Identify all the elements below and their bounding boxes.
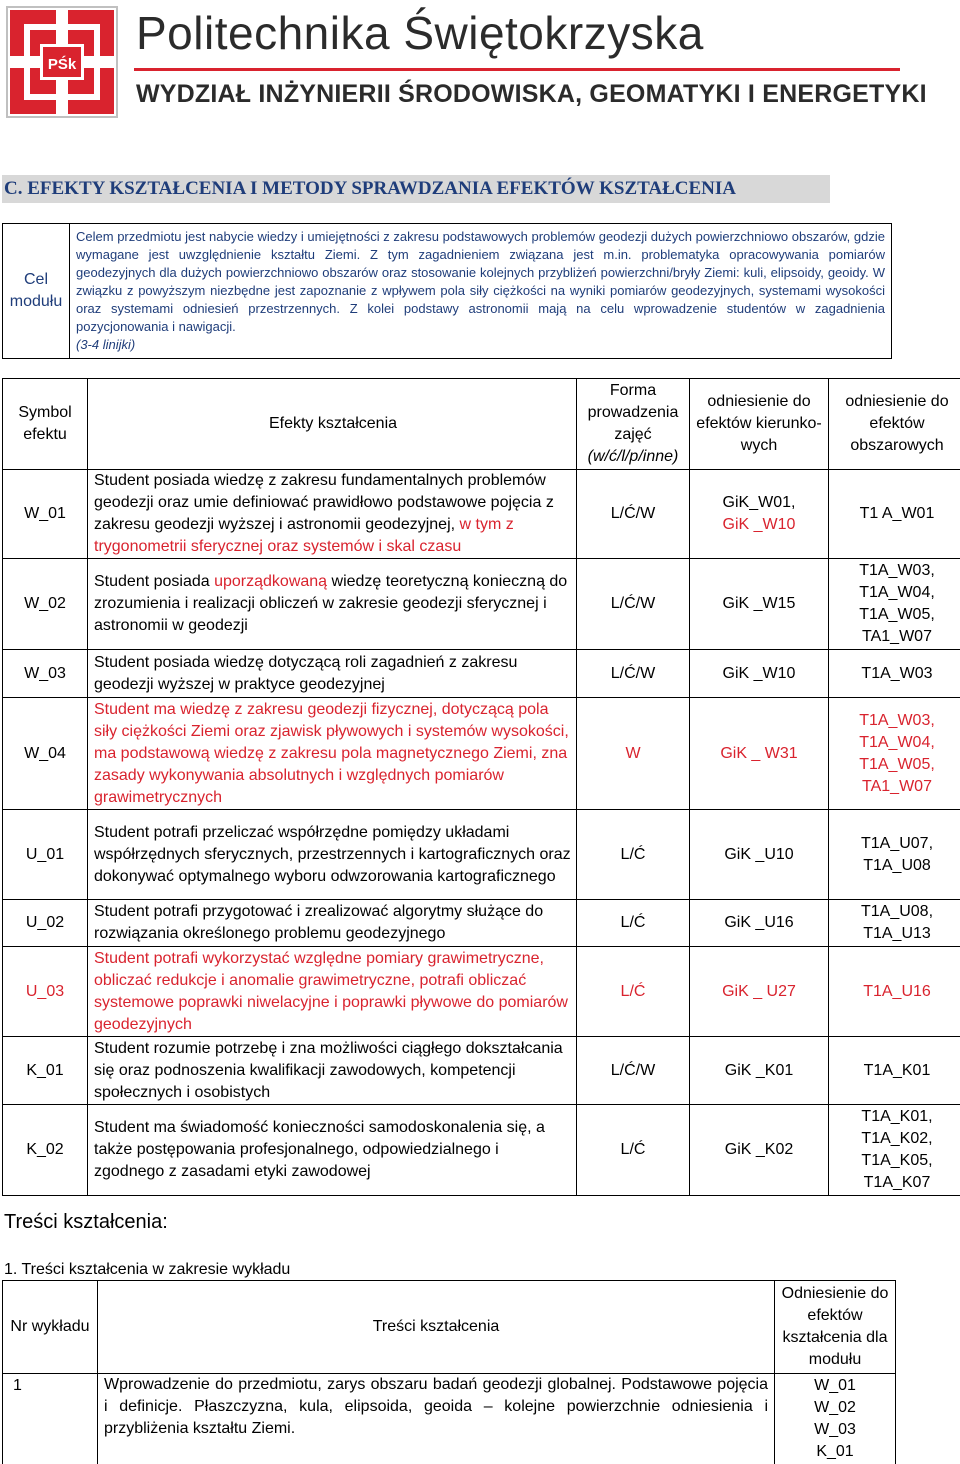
outcome-kierunkowe: GiK _ U27	[690, 947, 829, 1037]
header-kierunkowe: odniesienie do efektów kierunko-wych	[690, 379, 829, 470]
outcome-symbol: W_04	[3, 698, 88, 810]
outcome-symbol: K_01	[3, 1037, 88, 1105]
content-section-title: Treści kształcenia:	[4, 1211, 168, 1233]
outcome-description: Student rozumie potrzebę i zna możliwości ciągłego dokształcania się oraz podnoszenia kwalifikacji zawodowych, kompetencji społecznych i osobistych	[88, 1037, 577, 1105]
outcome-symbol: W_01	[3, 470, 88, 559]
outcome-row	[3, 650, 960, 698]
outcome-kierunkowe-b: GiK _W10	[722, 516, 796, 533]
outcome-description	[88, 559, 577, 650]
header-lecture-content: Treści kształcenia	[98, 1281, 775, 1374]
learning-outcomes-table	[2, 378, 960, 1196]
outcome-description: Student ma wiedzę z zakresu geodezji fizycznej, dotyczącą pola siły ciężkości Ziemi oraz zjawisk pływowych i systemów wysokości, ma podstawową wiedzę z zakresu pola magnetycznego Ziemi, zna zasady wykonywania absolutnych i względnych pomiarów grawimetrycznych	[88, 698, 577, 810]
header-lecture-number: Nr wykładu	[3, 1281, 98, 1374]
outcome-row	[3, 810, 960, 900]
outcome-row	[3, 1037, 960, 1105]
outcome-kierunkowe: GiK _K01	[690, 1037, 829, 1105]
header-efekty: Efekty kształcenia	[88, 379, 577, 470]
outcome-description-highlight: uporządkowaną	[214, 573, 328, 590]
outcome-forma: L/Ć	[577, 947, 690, 1037]
lecture-reference-item: W_03	[814, 1421, 856, 1438]
module-goal-hint: (3-4 linijki)	[76, 337, 136, 352]
outcome-obszarowe: T1A_K01	[829, 1037, 960, 1105]
module-goal-label: Cel modułu	[3, 224, 70, 359]
outcome-obszarowe: T1A_K01, T1A_K02, T1A_K05, T1A_K07	[829, 1105, 960, 1196]
logo-graphic	[10, 10, 114, 114]
header-lecture-reference: Odniesienie do efektów kształcenia dla modułu	[775, 1281, 896, 1374]
outcome-obszarowe: T1A_U16	[829, 947, 960, 1037]
outcome-kierunkowe: GiK _W15	[690, 559, 829, 650]
lecture-reference-item: W_02	[814, 1399, 856, 1416]
header-divider	[134, 68, 900, 71]
outcome-description-text: Student posiada wiedzę z zakresu fundamentalnych problemów geodezji oraz umie definiować prawidłowo podstawowe pojęcia z zakresu geodezji wyższej i astronomii geodezyjnej,	[94, 472, 554, 533]
faculty-name: WYDZIAŁ INŻYNIERII ŚRODOWISKA, GEOMATYKI I ENERGETYKI	[136, 80, 927, 108]
lecture-row	[3, 1374, 896, 1464]
outcome-forma: L/Ć/W	[577, 650, 690, 698]
outcome-forma: L/Ć/W	[577, 1037, 690, 1105]
outcome-description: Student potrafi przeliczać współrzędne pomiędzy układami współrzędnych sferycznych, przestrzennych i kartograficznych oraz dokonywać optymalnego wyboru odwzorowania kartograficznego	[88, 810, 577, 900]
outcome-description-highlight: w tym z trygonometrii sferycznej oraz systemów i skal czasu	[94, 516, 514, 555]
document-header	[0, 0, 960, 128]
outcome-forma: W	[577, 698, 690, 810]
outcome-obszarowe: T1A_U07, T1A_U08	[829, 810, 960, 900]
outcome-obszarowe: T1 A_W01	[829, 470, 960, 559]
outcome-kierunkowe-a: GiK_W01,	[722, 494, 796, 511]
outcome-kierunkowe: GiK _K02	[690, 1105, 829, 1196]
header-forma-note: (w/ć/l/p/inne)	[587, 448, 679, 465]
outcome-kierunkowe	[690, 470, 829, 559]
outcome-description: Student potrafi wykorzystać względne pomiary grawimetryczne, obliczać redukcje i anomalie grawimetryczne, potrafi obliczać systemowe poprawki niwelacyjne i poprawki pływowe do pomiarów geodezyjnych	[88, 947, 577, 1037]
outcome-symbol: K_02	[3, 1105, 88, 1196]
outcome-row	[3, 559, 960, 650]
module-goal-row	[3, 224, 892, 359]
module-goal-text: Celem przedmiotu jest nabycie wiedzy i umiejętności z zakresu podstawowych problemów geodezji dużych powierzchniowo obszarów, gdzie wymagane jest uwzględnienie kształtu Ziemi. Z tym zagadnieniem związana jest m.in. problematyka opracowywania pomiarów geodezyjnych dla dużych powierzchniowo obszarów oraz stosowanie kolejnych przybliżeń powierzchni/bryły Ziemi: kuli, elipsoidy, geoidy. W związku z powyższym niezbędne jest zapoznanie z wpływem pola siły ciężkości na wyniki pomiarów geodezyjnych, systemami wysokości oraz systemami odniesień przestrzennych. Z kolei podstawy astronomii mają na celu wprowadzenie studentów w zagadnienia pozycjonowania i nawigacji.	[76, 229, 885, 334]
header-forma-label: Forma prowadzenia zajęć	[587, 382, 679, 443]
section-heading: C. EFEKTY KSZTAŁCENIA I METODY SPRAWDZANIA EFEKTÓW KSZTAŁCENIA	[2, 175, 830, 203]
outcomes-header-row	[3, 379, 960, 470]
outcome-description-text: Student posiada	[94, 573, 215, 590]
outcome-forma: L/Ć/W	[577, 559, 690, 650]
outcome-row	[3, 470, 960, 559]
outcome-forma: L/Ć	[577, 810, 690, 900]
outcome-symbol: W_03	[3, 650, 88, 698]
outcome-forma: L/Ć	[577, 1105, 690, 1196]
outcome-kierunkowe: GiK _U10	[690, 810, 829, 900]
outcome-kierunkowe: GiK _ W31	[690, 698, 829, 810]
university-name: Politechnika Świętokrzyska	[136, 7, 704, 59]
outcome-symbol: U_02	[3, 900, 88, 947]
lecture-reference-item: K_01	[816, 1443, 854, 1460]
outcome-obszarowe: T1A_W03, T1A_W04, T1A_W05, TA1_W07	[829, 698, 960, 810]
outcome-symbol: W_02	[3, 559, 88, 650]
module-goal-cell	[70, 224, 892, 359]
outcome-symbol: U_03	[3, 947, 88, 1037]
module-goal-table	[2, 223, 892, 359]
outcome-row	[3, 1105, 960, 1196]
outcome-description: Student potrafi przygotować i zrealizować algorytmy służące do rozwiązania określonego problemu geodezyjnego	[88, 900, 577, 947]
lecture-content-table	[2, 1280, 896, 1464]
outcome-row	[3, 900, 960, 947]
outcome-description	[88, 470, 577, 559]
header-symbol: Symbol efektu	[3, 379, 88, 470]
lecture-reference	[775, 1374, 896, 1464]
logo-text: PŚk	[47, 56, 77, 73]
outcome-obszarowe: T1A_W03, T1A_W04, T1A_W05, TA1_W07	[829, 559, 960, 650]
outcome-symbol: U_01	[3, 810, 88, 900]
lecture-content: Wprowadzenie do przedmiotu, zarys obszaru badań geodezji globalnej. Podstawowe pojęcia i definicje. Płaszczyzna, kula, elipsoida, geoida – kolejne powierzchnie odniesienia i przybliżenia kształtu Ziemi.	[98, 1374, 775, 1464]
outcome-obszarowe: T1A_W03	[829, 650, 960, 698]
header-forma	[577, 379, 690, 470]
outcome-description: Student posiada wiedzę dotyczącą roli zagadnień z zakresu geodezji wyższej w praktyce geodezyjnej	[88, 650, 577, 698]
outcome-row	[3, 698, 960, 810]
lecture-content-subtitle: 1. Treści kształcenia w zakresie wykładu	[4, 1261, 291, 1278]
outcome-description: Student ma świadomość konieczności samodoskonalenia się, a także postępowania profesjonalnego, odpowiedzialnego i zgodnego z zasadami etyki zawodowej	[88, 1105, 577, 1196]
outcome-description-rest: wiedzę teoretyczną konieczną do zrozumienia i realizacji obliczeń w zakresie geodezji sferycznej i astronomii w geodezji	[94, 573, 568, 634]
outcome-kierunkowe: GiK _W10	[690, 650, 829, 698]
outcome-row	[3, 947, 960, 1037]
outcome-obszarowe: T1A_U08, T1A_U13	[829, 900, 960, 947]
header-obszarowe: odniesienie do efektów obszarowych	[829, 379, 960, 470]
lecture-reference-item: W_01	[814, 1377, 856, 1394]
outcome-forma: L/Ć/W	[577, 470, 690, 559]
lecture-number: 1	[3, 1374, 98, 1464]
lecture-header-row	[3, 1281, 896, 1374]
university-logo	[6, 6, 118, 118]
outcome-forma: L/Ć	[577, 900, 690, 947]
outcome-kierunkowe: GiK _U16	[690, 900, 829, 947]
